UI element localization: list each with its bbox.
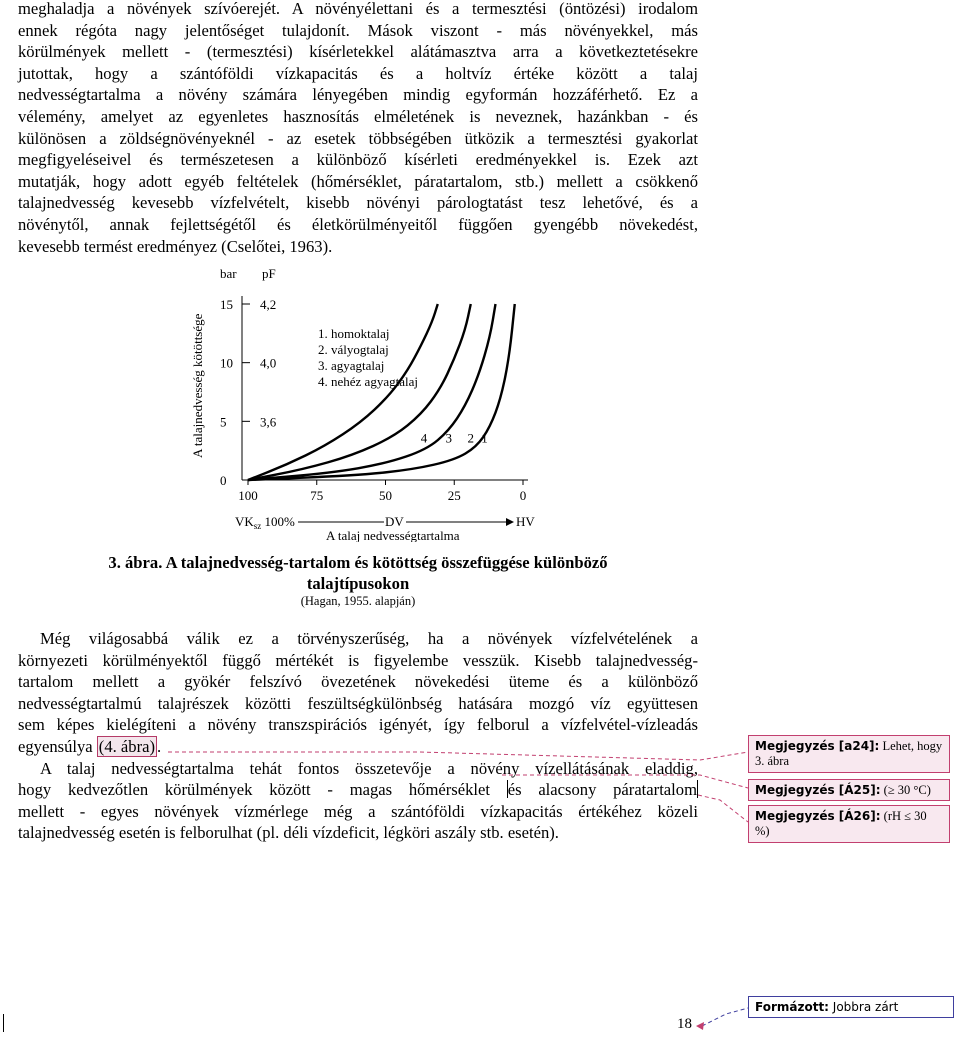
connector-line	[698, 795, 748, 822]
x-tick-label: 100	[238, 488, 258, 503]
connector-line	[702, 1008, 748, 1026]
text-line: vélemény, amelyet az egyenletes hasznosítás elméletének is neveznek, hazánkban - és	[18, 106, 698, 126]
format-text: Jobbra zárt	[828, 1000, 899, 1014]
curve-number-label: 2	[467, 430, 474, 446]
comment-text: (rH ≤ 30 %)	[755, 809, 927, 838]
x-tick-label: 50	[379, 488, 392, 503]
legend-entry: 2. vályogtalaj	[318, 342, 389, 357]
text-line: növénytől, annak fejlettségétől és életkörülményeitől függően gyengébb növekedést,	[18, 214, 698, 234]
margin-marker	[3, 1014, 4, 1032]
body-paragraph-2	[18, 628, 698, 844]
hv-label: HV	[516, 514, 535, 529]
legend-entry: 4. nehéz agyagtalaj	[318, 374, 418, 389]
text-line: körülmények mellett - (termesztési) kísérletekkel alátámasztva arra a következtetésekre	[18, 42, 698, 62]
figure-source: (Hagan, 1955. alapján)	[300, 594, 416, 608]
text-line: kevesebb termést eredményez (Cselőtei, 1963).	[18, 236, 333, 256]
curve-number-label: 1	[481, 430, 488, 446]
comment-a24[interactable]	[748, 735, 950, 773]
dv-label: DV	[385, 514, 404, 529]
text-line	[18, 779, 698, 801]
comment-label: Megjegyzés [Á25]:	[755, 783, 881, 797]
x-axis-label: A talaj nedvességtartalma	[326, 528, 460, 542]
figure-caption	[18, 552, 698, 594]
text-line: talajnedvesség kevesebb vízfelvételt, kisebb növényi párologtatást tesz lehetővé, és a	[18, 193, 698, 213]
comment-text: Lehet, hogy 3. ábra	[755, 739, 943, 768]
y-axis-label: A talajnedvesség kötöttsége	[190, 313, 205, 458]
y-tick-bar: 0	[220, 473, 227, 488]
y-ticks	[220, 297, 277, 488]
body-paragraph-1	[18, 0, 698, 257]
text-line: jutottak, hogy a szántóföldi vízkapacitás és a holtvíz értéke között a talaj	[18, 63, 698, 83]
y-tick-bar: 5	[220, 414, 227, 430]
comment-a25[interactable]	[748, 779, 950, 801]
y-tick-bar: 15	[220, 297, 233, 312]
text-line: nedvességtartalma a növény számára lényegében mindig egyformán hozzáférhető. Ez a	[18, 85, 698, 105]
x-tick-label: 0	[519, 488, 527, 503]
y-tick-bar: 10	[220, 355, 233, 371]
comment-text: (≥ 30 °C)	[880, 783, 931, 797]
x-ticks	[238, 480, 526, 503]
format-label: Formázott:	[755, 1000, 829, 1014]
caption-line: talajtípusokon	[306, 574, 410, 593]
text-line: Még világosabbá válik ez a törvényszerűség, ha a növények vízfelvételének a	[40, 629, 698, 648]
text-line: megfigyeléseivel és természetesen a különböző kísérleti eredményekkel is. Ezek azt	[18, 150, 698, 170]
y-tick-pf: 3,6	[260, 414, 277, 430]
curve-number-label: 3	[445, 430, 452, 446]
text-line: környezeti körülményektől függő mértékét is figyelembe vesszük. Kisebb talajnedvesség-	[18, 650, 698, 670]
text-line: talajnedvesség esetén is felborulhat (pl. déli vízdeficit, légköri aszály stb. esetén).	[18, 823, 559, 843]
text-line: tartalom mellett a gyökér felszívó övezetének növekedési üteme és a különböző	[18, 672, 698, 692]
y-unit-bar: bar	[220, 266, 237, 281]
vk-label: $VK_{sz}$ 100%	[235, 514, 295, 531]
formatting-note[interactable]	[748, 996, 954, 1018]
legend-entry: 3. agyagtalaj	[318, 358, 385, 373]
text-line: ennek régóta nagy jelentőséget tulajdonít. Mások viszont - más növényekkel, más	[18, 20, 698, 40]
text-span: egyensúlya	[18, 736, 97, 756]
y-tick-pf: 4,2	[260, 297, 277, 312]
comment-label: Megjegyzés [a24]:	[755, 739, 880, 753]
legend-entry: 1. homoktalaj	[318, 326, 390, 341]
y-tick-pf: 4,0	[260, 355, 277, 371]
arrow-head	[506, 518, 514, 526]
moisture-binding-chart	[180, 262, 580, 542]
text-line: nedvességtartalmú talajrészek közötti feszültségkülönbség hatására mozgó víz együttesen	[18, 693, 698, 713]
figure-reference-highlight[interactable]: (4. ábra)	[98, 736, 155, 756]
curve-number-label: 4	[420, 430, 428, 446]
comment-a26[interactable]	[748, 805, 950, 843]
comment-anchor[interactable]	[697, 780, 698, 798]
text-line: mellett - egyes növények vízmérlege még a szántóföldi vízkapacitás értékéhez közeli	[18, 801, 698, 821]
connector-arrow-icon	[696, 1022, 704, 1030]
legend	[318, 326, 418, 389]
text-span: .	[157, 736, 162, 756]
text-span: hogy kedvezőtlen körülmények között - magas hőmérséklet	[18, 780, 507, 800]
comment-label: Megjegyzés [Á26]:	[755, 809, 881, 823]
text-span: és alacsony páratartalom	[507, 780, 697, 800]
caption-line: 3. ábra. A talajnedvesség-tartalom és kötöttség összefüggése különböző	[108, 553, 608, 572]
y-unit-pf: pF	[262, 266, 276, 281]
text-line	[18, 736, 698, 758]
text-line: mutatják, hogy adott egyéb feltételek (hőmérséklet, páratartalom, stb.) mellett a csökkenő	[18, 171, 698, 191]
x-tick-label: 75	[310, 488, 324, 503]
text-line: A talaj nedvességtartalma tehát fontos összetevője a növény vízellátásának eladdig,	[40, 758, 698, 778]
text-line: meghaladja a növények szívóerejét. A növényélettani és a termesztési (öntözési) irodalom	[18, 0, 698, 18]
text-line: sem képes kielégíteni a növény transzspirációs igényét, így felborul a vízfelvétel-vízleadás	[18, 715, 698, 735]
page-number: 18	[677, 1016, 692, 1032]
x-tick-label: 25	[447, 488, 461, 503]
text-line: különösen a zöldségnövényeknél - az esetek többségében ütközik a termesztési gyakorlat	[18, 128, 698, 148]
